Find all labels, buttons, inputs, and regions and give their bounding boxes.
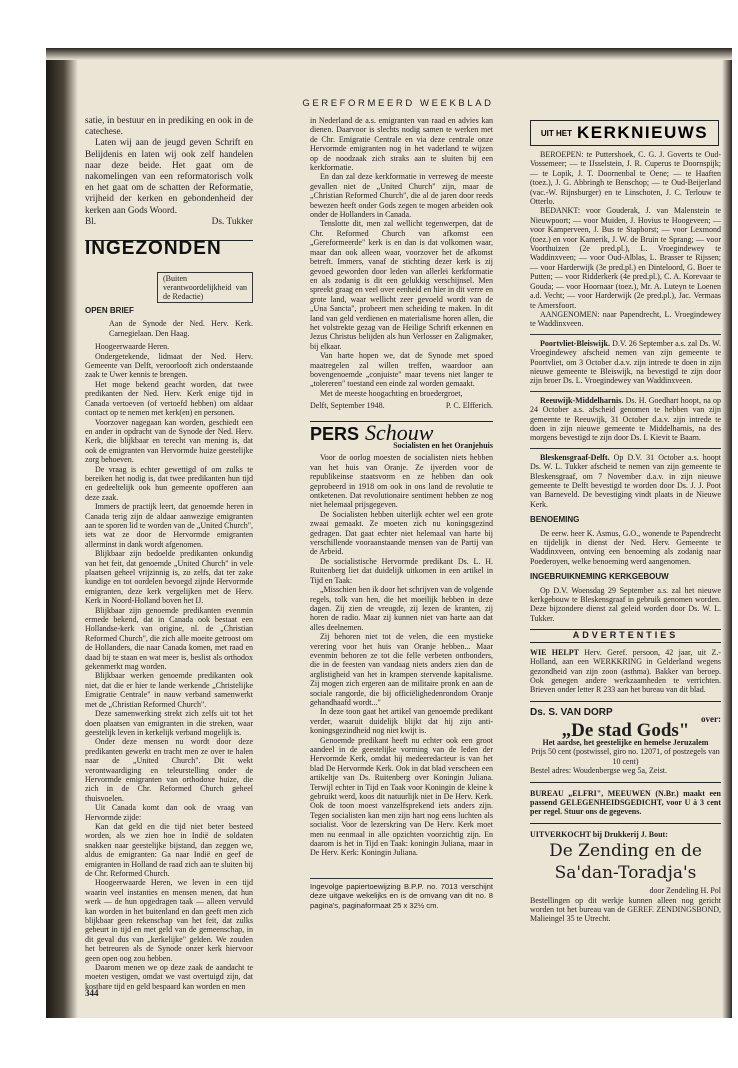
ingezonden-title: INGEZONDEN	[85, 238, 222, 260]
news-label: BEROEPEN:	[540, 150, 584, 159]
persschouw-header	[310, 419, 493, 445]
ad-divider	[530, 782, 721, 783]
ingezonden-header	[85, 240, 253, 300]
letter-paragraph: Met de meeste hoogachting en broedergroet,	[320, 388, 463, 398]
kerknieuws-title: KERKNIEUWS	[576, 123, 709, 142]
article-paragraph: In deze toon gaat het artikel van genoemde predikant verder, waaruit duidelijk blijkt dat hij zijn anti-koningsgezindheid nog niet kwijt is.	[310, 707, 493, 736]
article-paragraph: De Socialisten hebben uiterlijk echter wel een grote zwaai gemaakt. Ze moeten zich nu koningsgezind gedragen. Dat gaat echter niet helemaal van harte bij verschillende vooraanstaande mensen van de Partij van de Arbeid.	[310, 509, 493, 557]
ingebruikneming-heading: INGEBRUIKNEMING KERKGEBOUW	[530, 572, 669, 582]
intro-paragraph: satie, in bestuur en in prediking en ook in de catechese.	[85, 116, 253, 138]
letter-paragraph: Kan dat geld en die tijd niet beter besteed worden, als we zien hoe in Indië de soldaten snakken naar geestelijke bijstand, dan zeggen we, aldus de emigranten: Ga naar Indië en geef de emigranten in Holland de raad zich aan te sluiten bij de Chr. Reformed Church.	[85, 821, 253, 878]
ad-book-author: door Zendeling H. Pol	[649, 886, 721, 896]
persschouw-title-a: PERS	[310, 423, 360, 444]
ad-book-subtitle: Het aardse, het geestelijke en hemelse Jeruzalem	[542, 737, 709, 747]
ad-over: over:	[701, 714, 721, 725]
letter-paragraph: Blijkbaar werken genoemde predikanten ook niet, dat die er hier te lande werkende „Christelijke Emigratie Centrale" in nauw verband samenwerkt met de „Christian Reformed Church".	[85, 671, 253, 709]
ad-book-title-line2: Sa'dan-Toradja's	[554, 863, 697, 884]
intro-paragraph: Laten wij aan de jeugd geven Schrift en Belijdenis en laten wij ook zelf handelen naar deze beide. Het gaat om de nakomelingen van een reformatorisch volk en het gaat om de schatten der Reformatie, vrijheid der kerken en gebondenheid der kerken aan Gods Woord.	[85, 138, 253, 216]
ad-book-title-line1: De Zending en de	[549, 841, 702, 862]
news-text: voor Gouderak, J. van Malenstein te Nieuwpoort; — voor Muiden, J. Hovius te Hoogeveen; — voor Kamperveen, J. Bus te Stapborst; — voor Lexmond (toez.) en voor Kamerik, J. W. de Bruin te Sprang; — voor Voorthuizen (2e pred.pl.), L. Vroegindewey te Waddinxveen; — voor Oud-Alblas, L. Brasser te Rijssen; — voor Harderwijk (3e pred.pl.) en Dinteloord, G. Boer te Putten; — voor Ridderkerk (4e pred.pl.), C. A. Korevaar te Gouda; — voor Hoornaar (toez.), Mr. A. Luteyn te Loenen a.d. Vecht; — voor Harderwijk (2e pred.pl.), Jac. Vermaas te Amersfoort.	[530, 206, 721, 310]
ad-price: Prijs 50 cent (postwissel, giro no. 12071, of postzegels van 10 cent)	[531, 747, 720, 766]
ad-werkkring	[530, 646, 721, 697]
ad-lead: UITVERKOCHT bij Drukkerij J. Bout:	[530, 829, 668, 839]
letter-heading: OPEN BRIEF	[85, 306, 134, 316]
advertenties-title: ADVERTENTIES	[530, 629, 721, 642]
letter-paragraph: Daarom menen we op deze zaak de aandacht te moeten vestigen, omdat we vast overtuigd zijn, dat kostbare tijd en geld bespaard kan worden en men	[85, 963, 253, 991]
article-paragraph: Voor de oorlog moesten de socialisten niets hebben van het huis van Oranje. Ze ijverden voor de republikeinse staatsvorm en ze hebben dan ook geprobeerd in 1918 om ook in ons land de revolutie te ontketenen. Dat revolutionaire sentiment hebben ze nog niet helemaal prijsgegeven.	[310, 453, 493, 510]
benoeming-heading: BENOEMING	[530, 515, 580, 525]
letter-paragraph: Blijkbaar zijn genoemde predikanten evenmin ermede bekend, dat in Canada ook bestaat een Hollandse-kerk van origine, nl. de „Christian Reformed Church", die zich alle moeite getroost om de Hollanders, die naar Canada komen, met raad en daad bij te staan en wat meer is, beslist als orthodox gekenmerkt mag worden.	[85, 605, 253, 672]
letter-paragraph: Blijkbaar zijn bedoelde predikanten onkundig van het feit, dat genoemde „United Church" in vele plaatsen geheel vrijzinnig is, zo zelfs, dat ter zake kundige en tot oordelen bevoegd zijnde Hervormde emigranten, deze kerk vergelijken met de Herv. Kerk in Noord-Holland boven het IJ.	[85, 549, 253, 606]
edge-shadow	[722, 48, 732, 1018]
letter-signature	[310, 401, 493, 410]
divider	[530, 391, 721, 392]
letter-paragraph: Voorzover nagegaan kan worden, geschiedt een en ander in opdracht van de Synode der Ned. Herv. Kerk, die blijkbaar en terecht van mening is, dat ook de emigranten van Hervormde huize geestelijke zorg behoeven.	[85, 417, 253, 465]
ad-divider	[530, 701, 721, 702]
letter-paragraph: Immers de practijk leert, dat genoemde heren in Canada terig zijn de aldaar aanwezige emigranten aan te sporen lid te worden van de „United Church", iets wat ze door de Hervormde emigranten allerminst in dank wordt afgenomen.	[85, 502, 253, 549]
letter-author: P. C. Elfferich.	[445, 401, 493, 411]
news-label: BEDANKT:	[540, 206, 581, 216]
item-text: D.V. 26 September a.s. zal Ds. W. Vroegindewey afscheid nemen van zijn gemeente te Poortvliet, om 3 October d.a.v. zijn intrede te doen in zijn nieuwe gemeente te Bleiswijk, na bevestigd te zijn door zijn broer Ds. L. Vroegindewey van Waddinxveen.	[530, 338, 721, 386]
item-title: Poortvliet-Bleiswijk.	[540, 338, 610, 348]
ad-lead: WIE HELPT	[530, 647, 579, 657]
letter-paragraph: Tenslotte dit, men zal wellicht tegenwerpen, dat de Chr. Reformed Church van afkomst een „Gereformeerde" kerk is en dan is dat volkomen waar, maar dan ook alleen waar, voorzover het de afkomst betreft. Immers, vanaf de stichting dezer kerk is zij gevoed geworden door leden van allerlei kerkformatie en als zodanig is dit een gelukkig verschijnsel. Men spreekt graag en veel over eenheid en hier in dit verre en grote land, waar wellicht zeer gevoeld wordt van de „Una Sancta", probeert men scheiding te maken. In dit land van geld verdienen en materialisme horen allen, die het volstrekte gezag van de Heilige Schrift erkennen en Jezus Christus belijden als hun Verlosser en Zaligmaker, bij elkaar.	[310, 219, 493, 351]
ad-divider	[530, 823, 721, 824]
letter-date: Delft, September 1948.	[310, 401, 385, 411]
top-shadow	[46, 48, 732, 60]
letter-paragraph: Uit Canada komt dan ook de vraag van Hervormde zijde:	[85, 803, 253, 822]
item-text: Ds. H. Goedhart hoopt, na op 24 October a.s. afscheid genomen te hebben van zijn gemeente te Reeuwijk, 31 October d.a.v. zijn intrede te doen in zijn nieuwe gemeente te Middelharnis, na des morgens bevestigd te zijn door Ds. I. Kievit te Baarn.	[530, 395, 721, 443]
ingebruikneming-text: Op D.V. Woensdag 29 September a.s. zal het nieuwe kerkgebouw te Bleskensgraaf in gebruik genomen worden. Deze bijzondere dienst zal geleid worden door Ds. W. L. Tukker.	[530, 585, 721, 623]
article-paragraph: De socialistische Hervormde predikant Ds. L. H. Ruitenberg liet dat duidelijk uitkomen in een artikel in Tijd en Taak:	[310, 556, 493, 585]
persschouw-subtitle: Socialisten en het Oranjehuis	[393, 441, 493, 450]
item-text: Op D.V. 31 October a.s. hoopt Ds. W. L. Tukker afscheid te nemen van zijn gemeente te Bleskensgraaf, om 7 November d.a.v. in zijn nieuwe gemeente te Delft bevestigd te worden door Ds. J. J. Poot van Barneveld. De bevestiging vindt plaats in de Nieuwe Kerk.	[530, 452, 722, 509]
ad-book-title: „De stad Gods"	[561, 719, 690, 741]
news-text: naar Papendrecht, L. Vroegindewey te Waddinxveen.	[530, 309, 721, 329]
news-text: te Puttershoek, C. G. J. Goverts te Oud-Vossemeer; — te IJsselstein, J. R. Cuperus te Doornspijk; — te Lopik, J. T. Doornenbal te Oene; — te Haaften (toez.), J. G. Abbringh te Benschop; — te Oud-Beijerland (vac.-W. Rijnsburger) en te Linschoten, J. C. Terlouw te Otterlo.	[530, 150, 721, 207]
ad-zending	[530, 828, 721, 926]
letter-paragraph: Onder deze mensen nu wordt door deze predikanten gewerkt en tracht men ze over te halen naar de „United Church". Dit wekt verontwaardiging en teleurstelling onder de Hervormde emigranten van orthodoxe huize, die zich in de Chr. Reformed Church geheel thuisvoelen.	[85, 737, 253, 803]
letter-body	[85, 342, 253, 991]
letter-paragraph: Het moge bekend geacht worden, dat twee predikanten der Ned. Herv. Kerk enige tijd in Canada vertoeven (of vertoefd hebben) om aldaar contact op te nemen met kerk(en) en personen.	[85, 379, 253, 418]
letter-paragraph: Hoogeerwaarde Heren, we leven in een tijd waarin veel instanties en mensen menen, dat hun werk — de hun opgedragen taak — alleen vervuld kan worden in het buitenland en dan geeft men zich blijkbaar geen rekenschap van het feit, dat zulks gebeurt in tijd en met geld van de gemeenschap, in dit geval dus van „kerkelijke" gelden. We zouden het betreuren als de Synode onzer kerk hiervoor geen open oog zou hebben.	[85, 878, 253, 963]
letter-paragraph: En dan zal deze kerkformatie in verreweg de meeste gevallen niet de „United Church" zijn, maar de „Christian Reformed Church", die al de jaren door reeds bewezen heeft onder Gods zegen te mogen arbeiden ook onder de Hollanders in Canada.	[310, 172, 493, 220]
article-paragraph: Zij behoren niet tot de velen, die een mystieke verering voor het huis van Oranje hebben... Maar evenmin behoren ze tot die felle verbeten ontbonders, die in de feesten van vandaag niets anders zien dan de arglistigheid van het in krampen stervende kapitalisme. Zij mogen zich ergeren aan de militaire pronk en aan de sociale rangorde, die bij officiëlighedenrondom Oranje gehandhaafd wordt..."	[310, 632, 493, 707]
paper-allocation-note: Ingevolge papiertoewijzing B.P.P. no. 7013 verschijnt deze uitgave wekelijks en is de omvang van dit no. 8 pagina's, paginaformaat 25 x 32½ cm.	[310, 878, 493, 910]
ingezonden-note: (Buiten verantwoordelijkheid van de Redactie)	[157, 272, 253, 303]
column-left	[85, 116, 253, 991]
column-right	[530, 150, 721, 926]
divider	[530, 334, 721, 335]
ad-text: Herv. Geref. persoon, 42 jaar, uit Z.-Holland, aan een WERKKRING in Gelderland wegens gezondheid van zijn zoon (asthma). Bakker van beroep. Ook genegen andere werkzaamheden te verrichten. Brieven onder letter R 233 aan het bureau van dit blad.	[530, 647, 721, 695]
letter-paragraph: Hoogeerwaarde Heren.	[95, 342, 170, 352]
benoeming-text: De eerw. heer K. Asmus, G.O., wonende te Papendrecht en tijdelijk in dienst der Ned. Herv. Gemeente te Waddinxveen, ontving een benoeming als zodanig naar Poederoyen, welke benoeming werd aangenomen.	[530, 528, 721, 566]
ad-text: Bestellingen op dit werkje kunnen alleen nog gericht worden tot het bureau van de GEREF. ZENDINGSBOND, Malieingel 35 te Utrecht.	[530, 895, 721, 924]
running-head: GEREFORMEERD WEEKBLAD	[302, 98, 494, 109]
letter-paragraph: Deze samenwerking strekt zich zelfs uit tot het doen plaatsen van emigranten in die streken, waar geestelijk leven in kerkelijk verband mogelijk is.	[85, 709, 253, 737]
letter-paragraph: in Nederland de a.s. emigranten van raad en advies kan dienen. Daarvoor is slechts nodig samen te werken met de Chr. Emigratie Centrale en via deze centrale onze Hervormde emigranten nog in het vaderland te wijzen op de noodzaak zich straks aan te sluiten bij een kerkformatie.	[310, 116, 493, 173]
letter-address: Aan de Synode der Ned. Herv. Kerk. Carnegielaan. Den Haag.	[109, 319, 253, 338]
signature-name: Ds. Tukker	[211, 216, 253, 227]
kerknieuws-prefix: UIT HET	[540, 128, 572, 138]
binding-shadow	[46, 48, 78, 1018]
ad-stad-gods	[530, 706, 721, 778]
divider	[530, 448, 721, 449]
ad-elfri: BUREAU „ELFRI", MEEUWEN (N.Br.) maakt een passend GELEGENHEIDSGEDICHT, voor U à 3 cent per regel. Stuur ons de gegevens.	[530, 788, 721, 817]
letter-paragraph: De vraag is echter gewettigd of om zulks te bereiken het nodig is, dat twee predikanten hun tijd en gedeeltelijk ook hun gemeente opofferen aan deze zaak.	[85, 464, 253, 502]
intro-signature	[85, 217, 253, 228]
intro-text	[85, 116, 253, 217]
signature-initials: Bl.	[85, 216, 97, 227]
news-label: AANGENOMEN:	[540, 309, 600, 319]
article-paragraph: „Misschien ben ik door het schrijven van de volgende regels, tolk van hen, die het moeilijk hebben in deze dagen. Zij zien de vreugde, zij lezen de kranten, zij horen de radio. Maar zij kunnen niet van harte aan dat alles deelnemen.	[310, 585, 493, 632]
item-title: Bleskensgraaf-Delft.	[540, 452, 610, 462]
ad-author: Ds. S. VAN DORP	[530, 706, 613, 718]
item-title: Reeuwijk-Middelharnis.	[540, 395, 624, 405]
letter-paragraph: Van harte hopen we, dat de Synode met spoed maatregelen zal willen treffen, waardoor aan bovengenoemde „conjuiste" maar tevens niet langer te „tolereren" toestand een einde zal worden gemaakt.	[310, 351, 493, 389]
article-paragraph: Genoemde predikant heeft nu echter ook een groot aandeel in de geestelijke vorming van de leden der Hervormde Kerk, omdat hij medeeredacteur is van het blad De Hervormde Kerk. Ook in dat blad verscheen een artikeltje van Ds. Ruitenberg over Koningin Juliana. Terwijl echter in Tijd en Taak voor Koningin de kleine k gebruikt werd, koos dit natuurlijk niet in De Herv. Kerk. Ook de toon moest vanzelfsprekend iets anders zijn. Tegen socialisten kan men zijn hart nog eens luchten als socialist. Voor de lezerskring van De Herv. Kerk moet men nu eenmaal in alle opzichten voorzichtig zijn. En daarom is het in Tijd en Taak: koningin Juliana, maar in De Herv. Kerk: Koningin Juliana.	[310, 735, 493, 858]
letter-paragraph: Ondergetekende, lidmaat der Ned. Herv. Gemeente van Delft, veroorlooft zich onderstaande zaak te Uwer kennis te brengen.	[85, 351, 253, 380]
ad-order-address: Bestel adres: Woudenbergse weg 5a, Zeist.	[530, 766, 668, 776]
persschouw-title-b: Schouw	[365, 419, 434, 445]
page-number: 344	[85, 988, 99, 998]
column-middle	[310, 116, 493, 910]
kerknieuws-header	[530, 120, 719, 146]
